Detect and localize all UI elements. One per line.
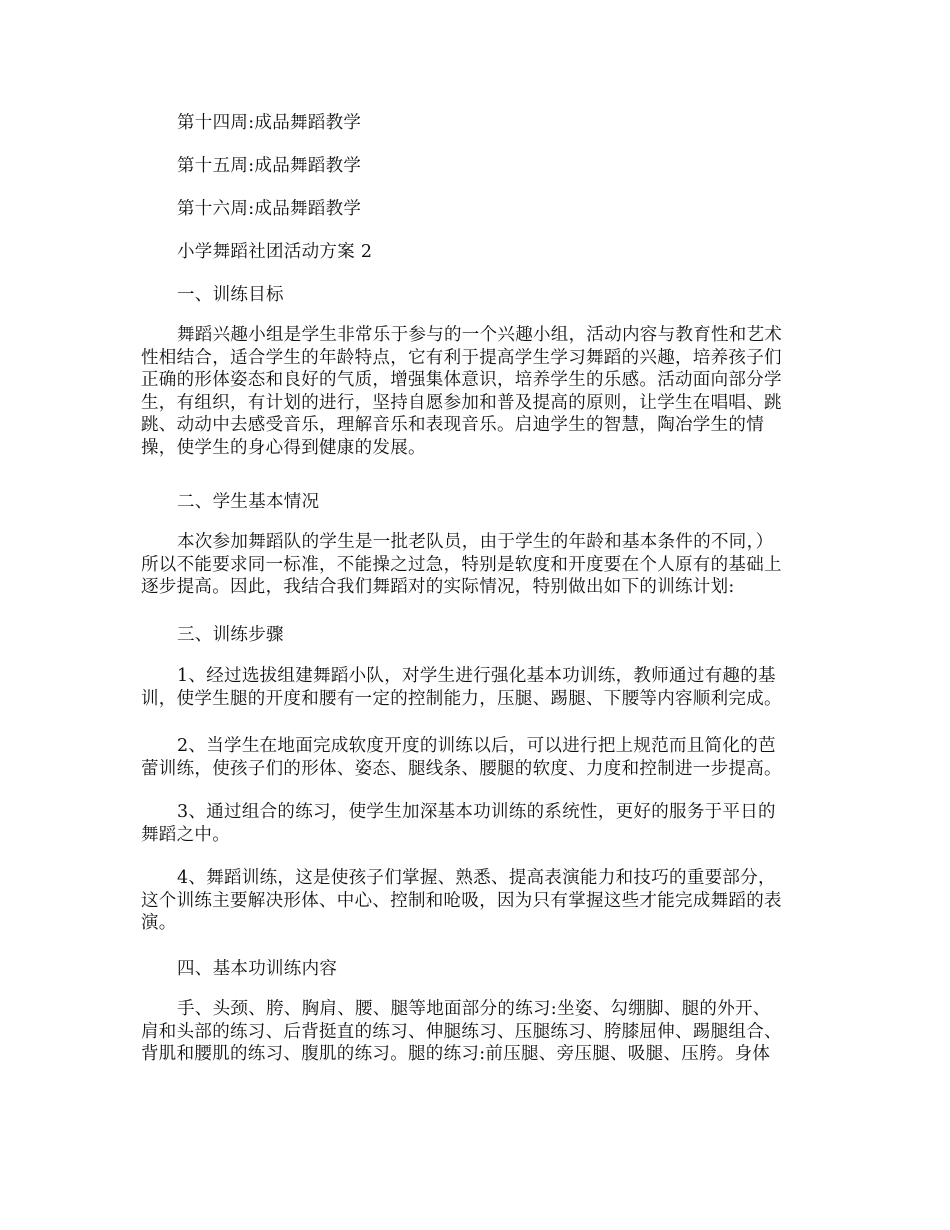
paragraph-line: 跳、动动中去感受音乐，理解音乐和表现音乐。启迪学生的智慧，陶冶学生的情: [141, 415, 764, 435]
section-3-heading: 三、训练步骤: [177, 625, 284, 645]
paragraph-line: 3、通过组合的练习，使学生加深基本功训练的系统性，更好的服务于平日的: [177, 802, 776, 822]
section-4-paragraph: [141, 998, 811, 1066]
section-2-paragraph: [141, 531, 811, 599]
training-step-1: [141, 665, 811, 710]
paragraph-line: 这个训练主要解决形体、中心、控制和呛吸，因为只有掌握这些才能完成舞蹈的表: [141, 890, 782, 911]
paragraph-line: 本次参加舞蹈队的学生是一批老队员，由于学生的年龄和基本条件的不同，）: [177, 532, 774, 552]
paragraph-line: 手、头颈、胯、胸肩、腰、腿等地面部分的练习:坐姿、勾绷脚、腿的外开、: [177, 999, 771, 1019]
paragraph-line: 舞蹈兴趣小组是学生非常乐于参与的一个兴趣小组，活动内容与教育性和艺术: [177, 325, 783, 345]
paragraph-line: 演。: [141, 913, 177, 933]
document-title: 小学舞蹈社团活动方案 2: [177, 242, 373, 262]
training-step-3: [141, 801, 811, 846]
schedule-week-16: 第十六周:成品舞蹈教学: [177, 199, 362, 219]
paragraph-line: 逐步提高。因此，我结合我们舞蹈对的实际情况，特别做出如下的训练计划:: [141, 577, 735, 597]
paragraph-line: 所以不能要求同一标准，不能操之过急，特别是软度和开度要在个人原有的基础上: [141, 554, 782, 575]
section-4-heading: 四、基本功训练内容: [177, 959, 338, 979]
paragraph-line: 背肌和腰肌的练习、腹肌的练习。腿的练习:前压腿、旁压腿、吸腿、压胯。身体: [141, 1044, 771, 1064]
paragraph-line: 舞蹈之中。: [141, 824, 230, 845]
schedule-week-15: 第十五周:成品舞蹈教学: [177, 156, 362, 176]
section-2-heading: 二、学生基本情况: [177, 492, 320, 512]
paragraph-line: 4、舞蹈训练，这是使孩子们掌握、熟悉、提高表演能力和技巧的重要部分，: [177, 868, 776, 888]
paragraph-line: 2、当学生在地面完成软度开度的训练以后，可以进行把上规范而且简化的芭: [177, 736, 776, 756]
paragraph-line: 1、经过选拔组建舞蹈小队，对学生进行强化基本功训练，教师通过有趣的基: [177, 666, 776, 686]
paragraph-line: 肩和头部的练习、后背挺直的练习、伸腿练习、压腿练习、胯膝屈伸、踢腿组合、: [141, 1021, 782, 1042]
paragraph-line: 性相结合，适合学生的年龄特点，它有利于提高学生学习舞蹈的兴趣，培养孩子们: [141, 347, 782, 368]
paragraph-line: 操，使学生的身心得到健康的发展。: [141, 437, 426, 458]
paragraph-line: 训，使学生腿的开度和腰有一定的控制能力，压腿、踢腿、下腰等内容顺利完成。: [141, 688, 782, 709]
training-step-2: [141, 735, 811, 780]
training-step-4: [141, 867, 811, 935]
paragraph-line: 正确的形体姿态和良好的气质，增强集体意识，培养学生的乐感。活动面向部分学: [141, 370, 782, 390]
paragraph-line: 生，有组织，有计划的进行，坚持自愿参加和普及提高的原则，让学生在唱唱、跳: [141, 392, 782, 413]
paragraph-line: 蕾训练，使孩子们的形体、姿态、腿线条、腰腿的软度、力度和控制进一步提高。: [141, 758, 782, 779]
section-1-heading: 一、训练目标: [177, 285, 284, 305]
schedule-week-14: 第十四周:成品舞蹈教学: [177, 113, 362, 133]
section-1-paragraph: [141, 324, 811, 459]
